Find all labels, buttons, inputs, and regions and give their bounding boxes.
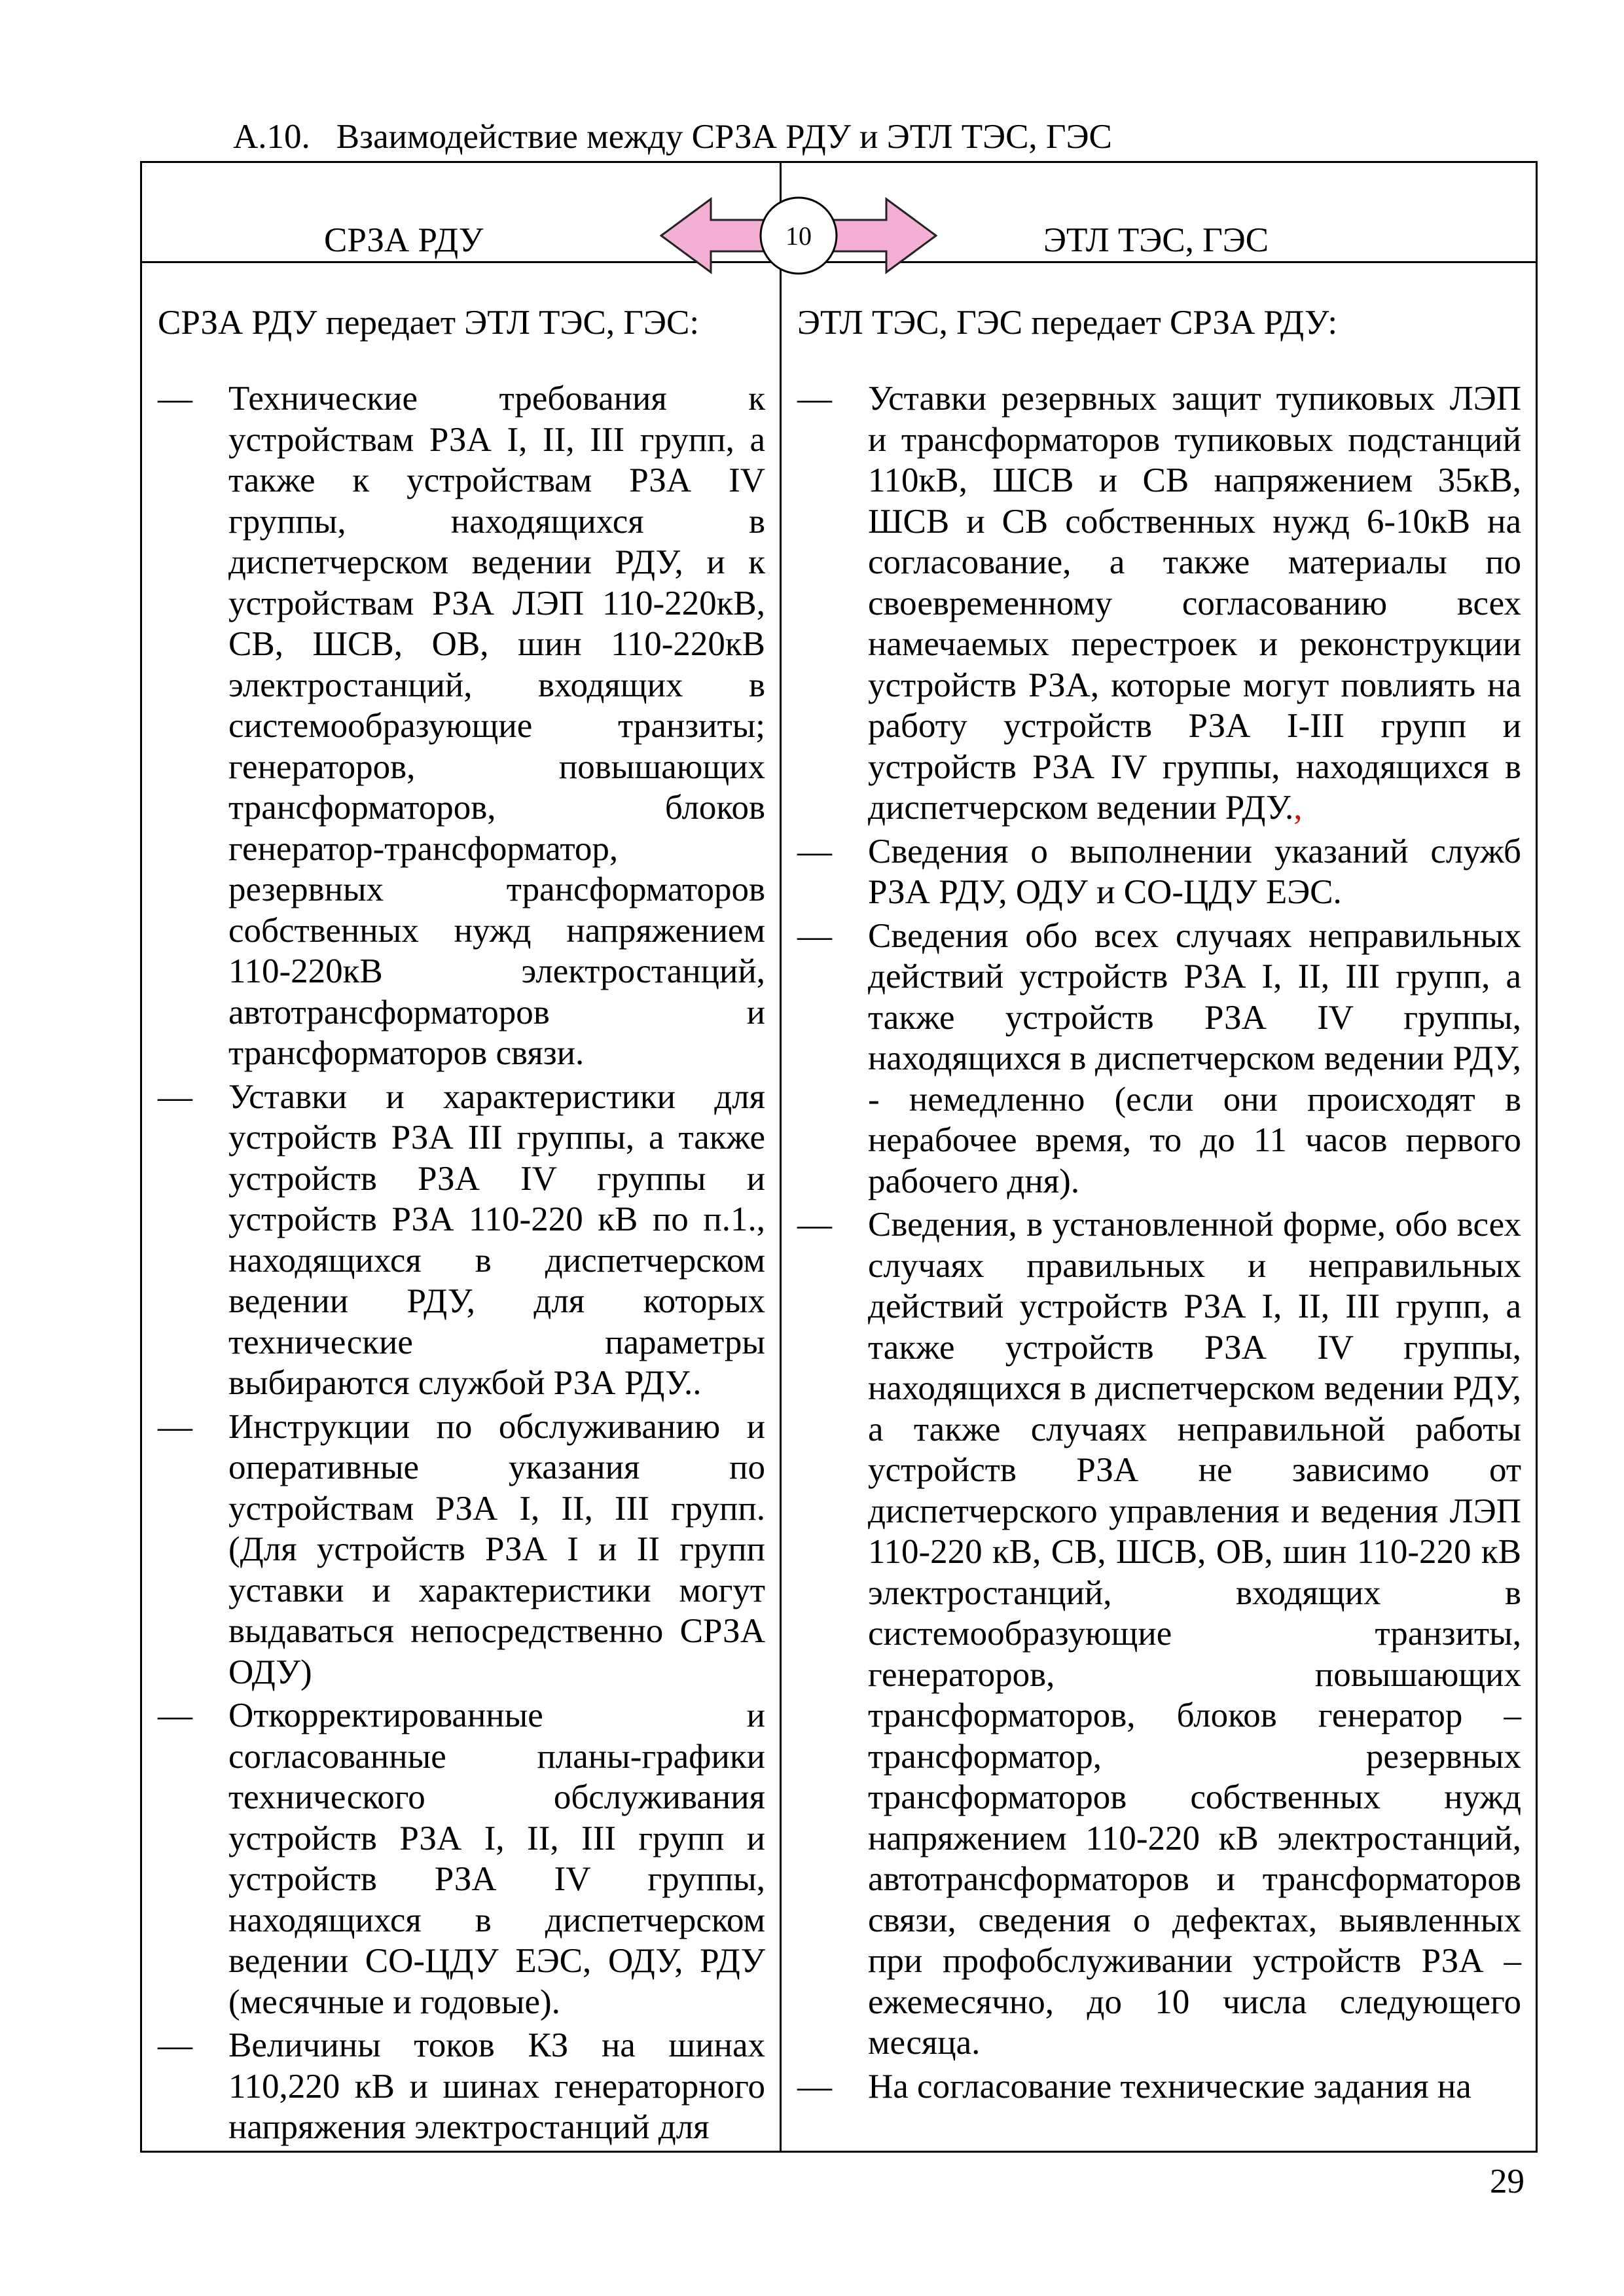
right-header: ЭТЛ ТЭС, ГЭС <box>1043 221 1269 259</box>
left-item <box>158 1077 765 1404</box>
dash-marker: — <box>158 1077 192 1116</box>
right-content-cell <box>781 262 1537 2152</box>
dash-marker: — <box>158 2026 192 2064</box>
right-item-text: Уставки резервных защит тупиковых ЛЭП и трансформаторов тупиковых подстанций 110кВ, ШСВ и СВ напряжением 35кВ, ШСВ и СВ собственных нужд 6-10кВ на согласование, а также материалы по своевременному согласованию всех намечаемых перестроек и реконструкции устройств РЗА, которые могут повлиять на работу устройств РЗА I-III групп и устройств РЗА IV группы, находящихся в диспетчерском ведении РДУ. <box>868 380 1521 827</box>
left-item <box>158 1695 765 2022</box>
right-item <box>797 831 1521 913</box>
right-item <box>797 2066 1521 2108</box>
left-item <box>158 378 765 1074</box>
page-number: 29 <box>1490 2162 1525 2200</box>
left-item <box>158 2025 765 2148</box>
dash-marker: — <box>797 2067 832 2106</box>
left-item-list <box>158 378 765 2148</box>
left-item-text: Инструкции по обслуживанию и оперативные указания по устройствам РЗА I, II, III групп. (Для устройств РЗА I и II групп уставки и характеристики могут выдаваться непосредственно СРЗА ОДУ) <box>228 1407 765 1691</box>
interaction-table <box>140 161 1538 2153</box>
connector-label: 10 <box>785 221 812 251</box>
left-header: СРЗА РДУ <box>324 221 484 259</box>
left-intro: СРЗА РДУ передает ЭТЛ ТЭС, ГЭС: <box>158 304 700 342</box>
left-content-cell <box>141 262 781 2152</box>
section-heading <box>233 115 1112 158</box>
section-title: Взаимодействие между СРЗА РДУ и ЭТЛ ТЭС, ГЭС <box>336 118 1112 156</box>
right-item <box>797 378 1521 829</box>
dash-marker: — <box>158 380 192 418</box>
right-item-text: Сведения о выполнении указаний служб РЗА РДУ, ОДУ и СО-ЦДУ ЕЭС. <box>868 832 1521 911</box>
dash-marker: — <box>158 1696 192 1734</box>
left-item-text: Уставки и характеристики для устройств РЗА III группы, а также устройств РЗА IV группы и устройств РЗА 110-220 кВ по п.1., находящихся в диспетчерском ведении РДУ, для которых технические параметры выбираются службой РЗА РДУ.. <box>228 1077 765 1402</box>
right-item-text: Сведения, в установленной форме, обо всех случаях правильных и неправильных действий устройств РЗА I, II, III групп, а также устройств РЗА IV группы, находящихся в диспетчерском ведении РДУ, а также случаях неправильной работы устройств РЗА не зависимо от диспетчерского управления и ведения ЛЭП 110-220 кВ, СВ, ШСВ, ОВ, шин 110-220 кВ электростанций, входящих в системообразующие транзиты, генераторов, повышающих трансформаторов, блоков генератор – трансформатор, резервных трансформаторов собственных нужд напряжением 110-220 кВ электростанций, автотрансформаторов и трансформаторов связи, сведения о дефектах, выявленных при профобслуживании устройств РЗА – ежемесячно, до 10 числа следующего месяца. <box>868 1206 1521 2062</box>
right-item-list <box>797 378 1521 2107</box>
left-item <box>158 1407 765 1693</box>
left-item-text: Технические требования к устройствам РЗА I, II, III групп, а также к устройствам РЗА IV группы, находящихся в диспетчерском ведении РДУ, и к устройствам РЗА ЛЭП 110-220кВ, СВ, ШСВ, ОВ, шин 110-220кВ электростанций, входящих в системообразующие транзиты; генераторов, повышающих трансформаторов, блоков генератор-трансформатор, резервных трансформаторов собственных нужд напряжением 110-220кВ электростанций, автотрансформаторов и трансформаторов связи. <box>228 380 765 1072</box>
right-item <box>797 1204 1521 2064</box>
left-item-text: Откорректированные и согласованные планы-графики технического обслуживания устройств РЗА I, II, III групп и устройств РЗА IV группы, находящихся в диспетчерском ведении СО-ЦДУ ЕЭС, ОДУ, РДУ (месячные и годовые). <box>228 1696 765 2021</box>
dash-marker: — <box>797 380 832 418</box>
correction-mark: , <box>1293 789 1303 827</box>
right-intro: ЭТЛ ТЭС, ГЭС передает СРЗА РДУ: <box>797 304 1338 342</box>
dash-marker: — <box>158 1407 192 1446</box>
right-item <box>797 916 1521 1202</box>
bidirectional-arrow-icon <box>660 190 937 281</box>
dash-marker: — <box>797 1206 832 1244</box>
right-item-text: Сведения обо всех случаях неправильных действий устройств РЗА I, II, III групп, а также устройств РЗА IV группы, находящихся в диспетчерском ведении РДУ, - немедленно (если они происходят в нерабочее время, то до 11 часов первого рабочего дня). <box>868 916 1521 1200</box>
left-item-text: Величины токов КЗ на шинах 110,220 кВ и шинах генераторного напряжения электростанций для <box>228 2026 765 2146</box>
right-item-text: На согласование технические задания на <box>868 2067 1471 2106</box>
section-number: А.10. <box>233 118 310 156</box>
dash-marker: — <box>797 916 832 955</box>
dash-marker: — <box>797 832 832 870</box>
